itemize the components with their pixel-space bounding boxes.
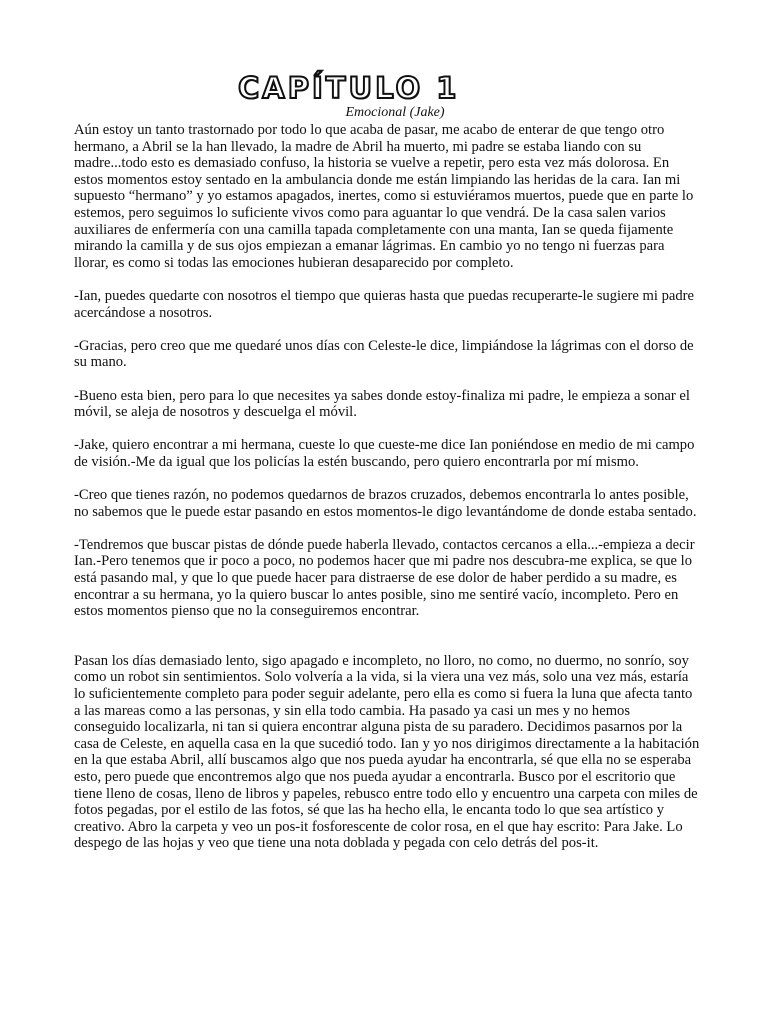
paragraph-spacer: [74, 421, 700, 438]
paragraph-spacer: [74, 321, 700, 338]
paragraph-4: -Bueno esta bien, pero para lo que necesites ya sabes donde estoy-finaliza mi padre, le empieza a sonar el móvil, se aleja de nosotros y descuelga el móvil.: [74, 387, 690, 421]
chapter-title: CAPÍTULO 1: [238, 71, 460, 105]
document-page: [74, 68, 700, 852]
section-spacer: [74, 620, 700, 653]
paragraph-3: -Gracias, pero creo que me quedaré unos días con Celeste-le dice, limpiándose la lágrimas con el dorso de su mano.: [74, 337, 694, 371]
paragraph-1: Aún estoy un tanto trastornado por todo lo que acaba de pasar, me acabo de enterar de que tengo otro hermano, a Abril se la han llevado, la madre de Abril ha muerto, mi padre se estaba liando con su madre...todo esto es demasiado confuso, la historia se vuelve a repetir, pero esta vez más dolorosa. En estos momentos estoy sentado en la ambulancia donde me están limpiando las heridas de la cara. Ian mi supuesto “hermano” y yo estamos apagados, inertes, como si estuviéramos muertos, puede que en parte lo estemos, pero seguimos lo suficiente vivos como para aguantar lo que vendrá. De la casa salen varios auxiliares de enfermería con una camilla tapada completamente con una manta, Ian se queda fijamente mirando la camilla y de sus ojos empiezan a emanar lágrimas. En cambio yo no tengo ni fuerzas para llorar, es como si todas las emociones hubieran desaparecido por completo.: [74, 122, 694, 271]
paragraph-7: -Tendremos que buscar pistas de dónde puede haberla llevado, contactos cercanos a ella...-empieza a decir Ian.-Pero tenemos que ir poco a poco, no podemos hacer que mi padre nos descubra-me explica, se que lo está pasando mal, y que lo que puede hacer para distraerse de ese dolor de haber perdido a su madre, es encontrar a su hermana, yo la quiero buscar lo antes posible, sino me sentiré vacío, incompleto. Pero en estos momentos pienso que no la conseguiremos encontrar.: [74, 536, 695, 620]
paragraph-6: -Creo que tienes razón, no podemos quedarnos de brazos cruzados, debemos encontrarla lo antes posible, no sabemos que le puede estar pasando en estos momentos-le digo levantándome de donde estaba sentado.: [74, 487, 697, 520]
paragraph-5: -Jake, quiero encontrar a mi hermana, cueste lo que cueste-me dice Ian poniéndose en medio de mi campo de visión.-Me da igual que los policías la estén buscando, pero quiero encontrarla por mí mismo.: [74, 437, 695, 470]
paragraph-8: Pasan los días demasiado lento, sigo apagado e incompleto, no lloro, no como, no duermo, no sonrío, soy como un robot sin sentimientos. Solo volvería a la vida, si la viera una vez más, solo una vez más, estaría lo suficientemente completo para poder seguir adelante, pero ella es como si fuera la luna que afecta tanto a las mareas como a las personas, y sin ella todo cambia. Ha pasado ya casi un mes y no hemos conseguido localizarla, ni tan si quiera encontrar alguna pista de su paradero. Decidimos pasarnos por la casa de Celeste, en aquella casa en la que sucedió todo. Ian y yo nos dirigimos directamente a la habitación en la que estaba Abril, allí buscamos algo que nos pueda ayudar ha encontrarla, sé que ella no se esperaba esto, pero puede que encontremos algo que nos pueda ayudar a encontrarla. Busco por el escritorio que tiene lleno de cosas, lleno de libros y papeles, rebusco entre todo ello y encuentro una carpeta con miles de fotos pegadas, por el estilo de las fotos, sé que las ha hecho ella, le encanta todo lo que sea artístico y creativo. Abro la carpeta y veo un pos-it fosforescente de color rosa, en el que hay escrito: Para Jake. Lo despego de las hojas y veo que tiene una nota doblada y pegada con celo detrás del pos-it.: [74, 652, 700, 852]
paragraph-spacer: [74, 470, 700, 487]
paragraph-spacer: [74, 271, 700, 288]
paragraph-2: -Ian, puedes quedarte con nosotros el tiempo que quieras hasta que puedas recuperarte-le sugiere mi padre acercándose a nosotros.: [74, 287, 694, 321]
paragraph-spacer: [74, 520, 700, 537]
chapter-subtitle: Emocional (Jake): [345, 105, 445, 120]
paragraph-spacer: [74, 371, 700, 388]
